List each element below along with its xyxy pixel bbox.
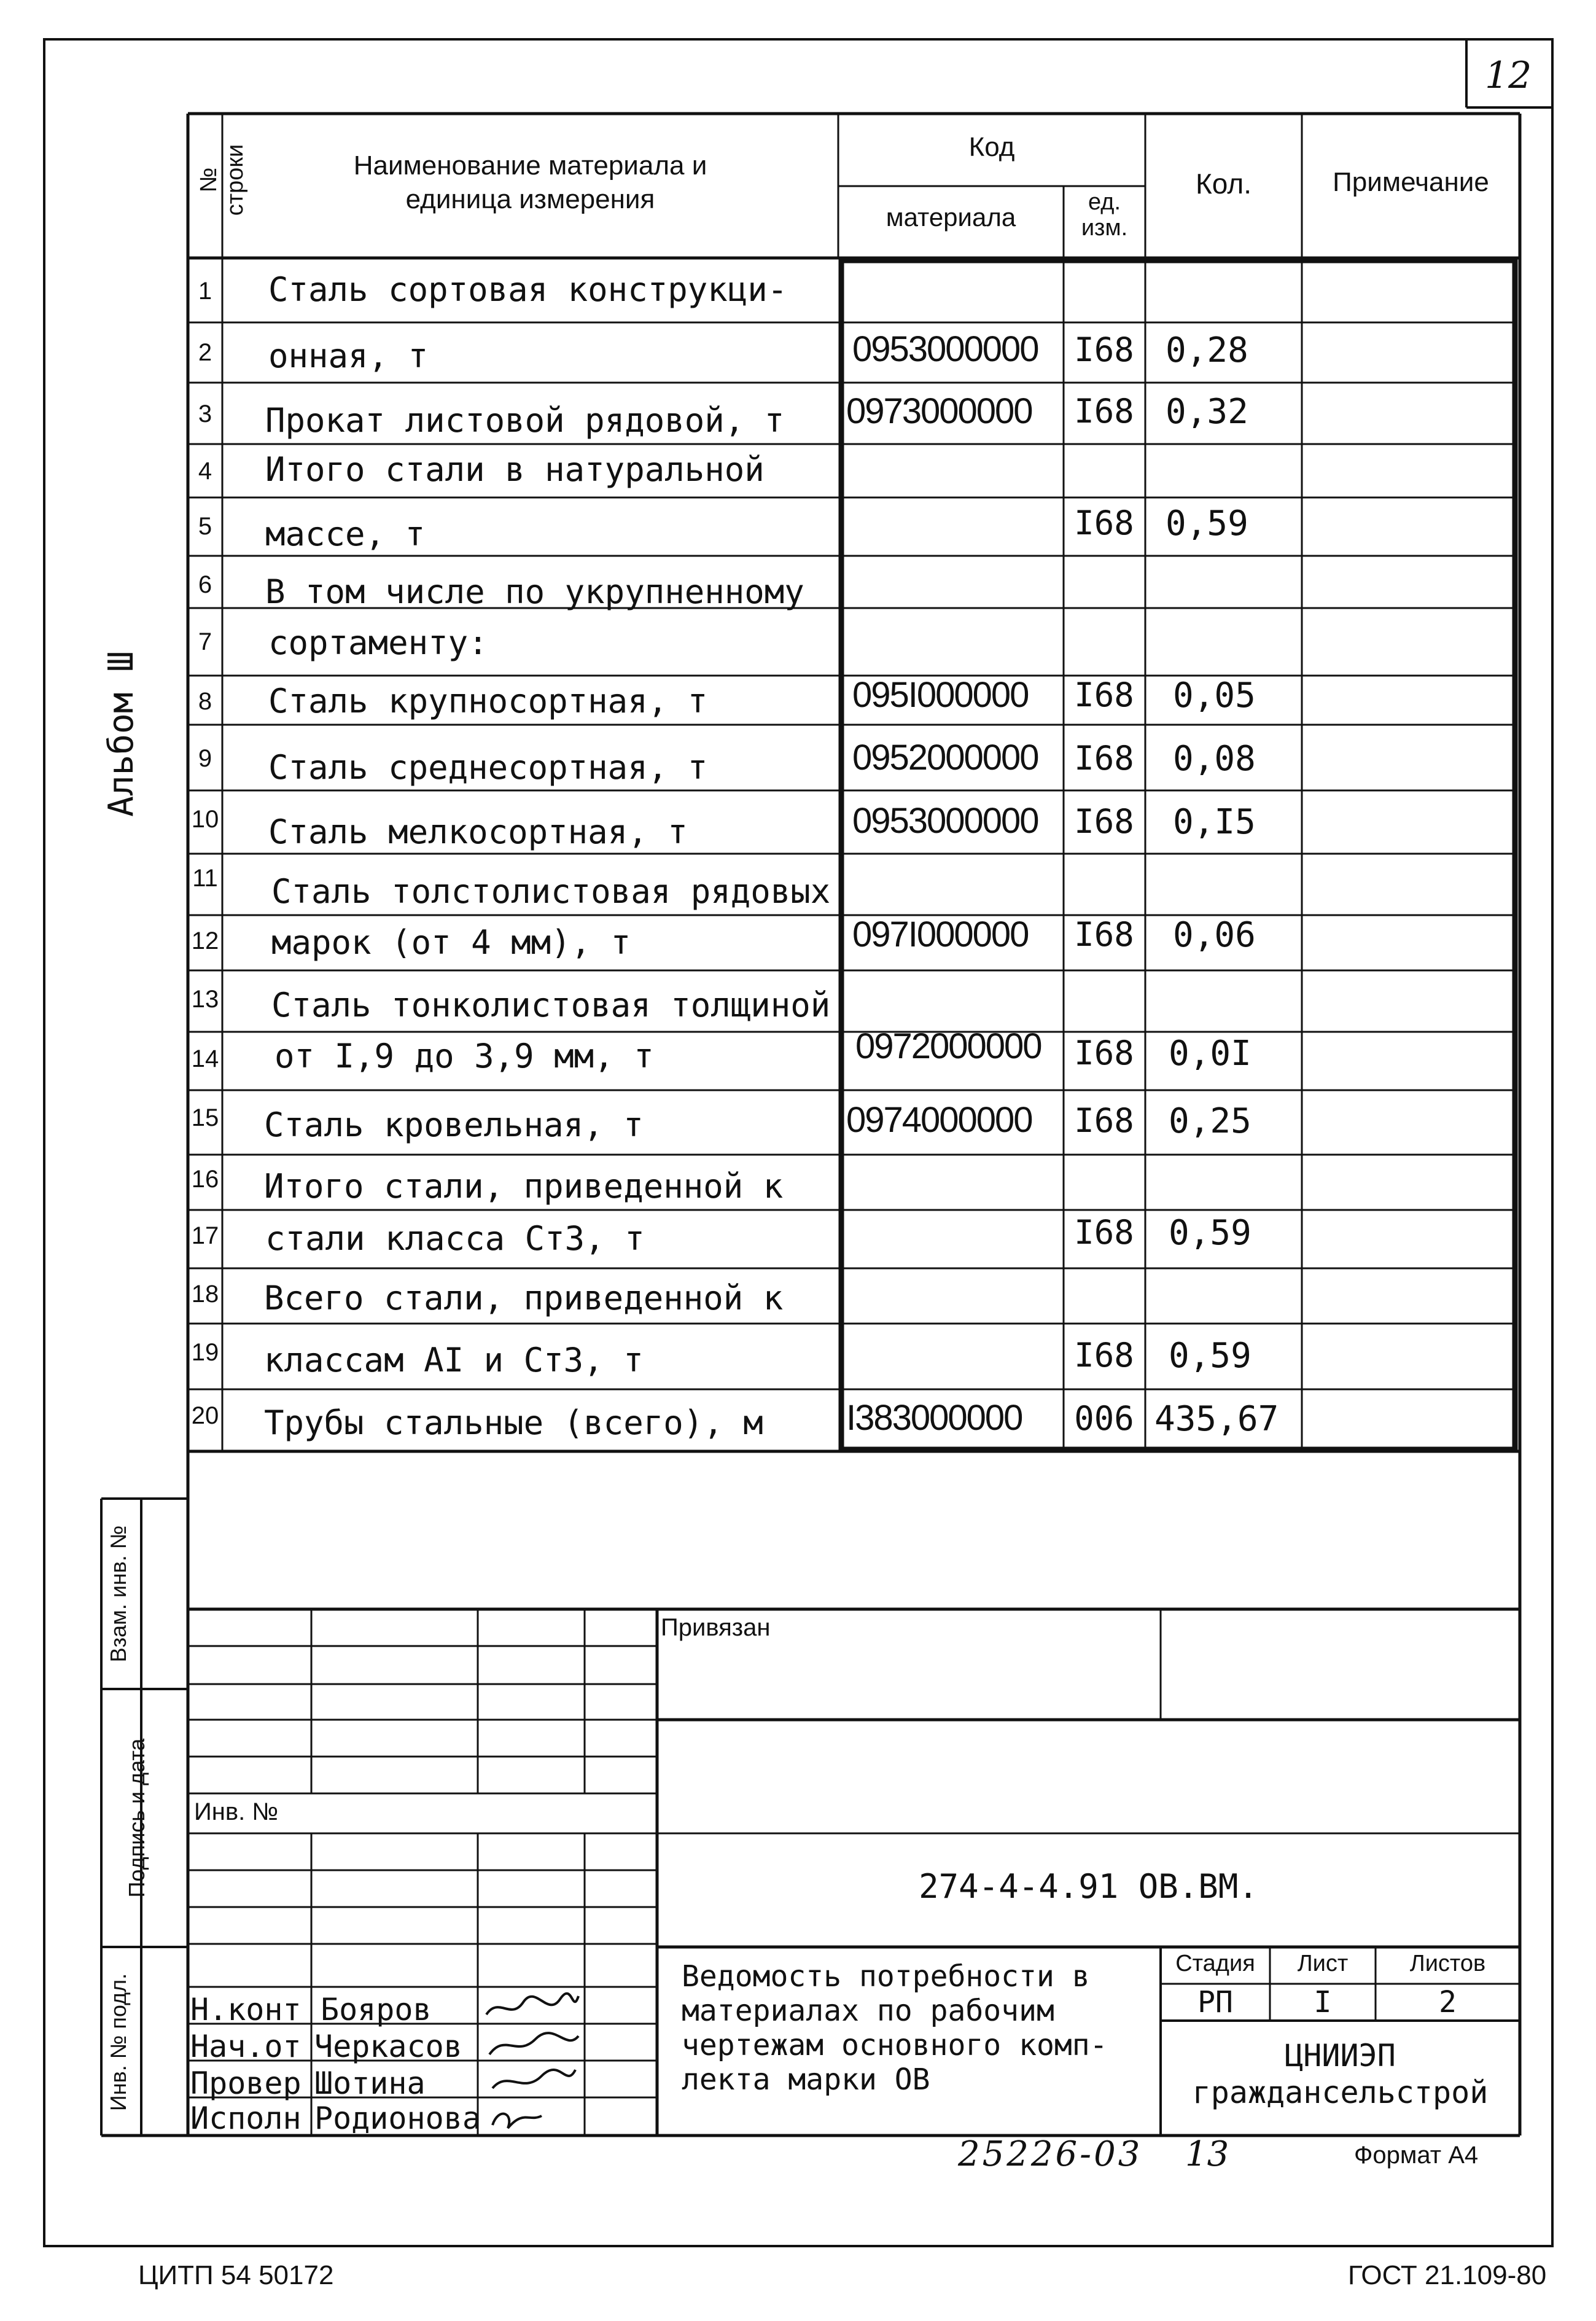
row-qty: 0,0I [1169,1034,1251,1074]
row-name: Сталь сортовая конструкци- [268,270,788,309]
row-qty: 0,59 [1169,1213,1251,1253]
side-label-podpis: Подпись и дата [124,1738,149,1898]
row-number: 15 [191,1104,219,1131]
row-name: классам АI и Ст3, т [264,1341,644,1379]
stamp-org-line2: граждансельстрой [1192,2075,1489,2110]
stamp-sheet-label: Лист [1297,1951,1349,1976]
row-unit: I68 [1074,739,1134,778]
row-unit: I68 [1074,392,1134,431]
row-name: Прокат листовой рядовой, т [265,401,785,440]
row-qty: 0,25 [1169,1101,1251,1141]
row-name: Сталь мелкосортная, т [268,813,688,851]
stamp-person-name: Родионова [314,2101,481,2136]
row-number: 12 [191,927,219,954]
row-number: 7 [198,628,212,655]
stamp-person-name: Шотина [314,2065,426,2101]
header-code-unit-1: ед. [1088,189,1121,215]
header-name-line2: единица измерения [405,184,655,214]
row-number: 6 [198,571,212,598]
footer-right-code: ГОСТ 21.109-80 [1348,2260,1547,2290]
row-code: 095I000000 [852,675,1029,715]
stamp-role: Исполн [190,2101,302,2136]
row-qty: 435,67 [1154,1399,1279,1439]
row-unit: I68 [1074,1336,1134,1375]
signatures-drawing [480,1990,585,2134]
row-qty: 0,05 [1173,676,1256,716]
stamp-title-line: Ведомость потребности в [682,1959,1090,1994]
row-number: 20 [191,1402,219,1429]
footer-handwritten-number: 25226-03 [958,2134,1143,2174]
row-number: 4 [198,458,212,485]
header-code: Код [968,132,1015,162]
side-label-vzam: Взам. инв. № [106,1525,131,1663]
row-number: 14 [191,1045,219,1072]
row-name: Трубы стальные (всего), м [264,1403,763,1442]
stamp-org-line1: ЦНИИЭП [1285,2038,1396,2073]
row-code: 0973000000 [846,391,1032,431]
row-qty: 0,I5 [1173,802,1256,842]
row-name: Сталь тонколистовая толщиной [271,986,831,1024]
stamp-title [682,1959,1108,2097]
row-qty: 0,08 [1173,739,1256,779]
row-number: 8 [198,688,212,715]
row-qty: 0,28 [1166,330,1248,370]
row-name: Сталь среднесортная, т [268,748,708,787]
row-number: 3 [198,400,212,427]
row-unit: I68 [1074,504,1134,542]
stamp-doc-code: 274-4-4.91 ОВ.ВМ. [919,1867,1258,1906]
row-code: 0952000000 [852,738,1038,778]
header-qty: Кол. [1196,168,1251,200]
row-name: Итого стали, приведенной к [264,1167,784,1206]
stamp-role: Нач.от [190,2029,302,2064]
row-name: Сталь толстолистовая рядовых [271,872,831,911]
stamp-title-line: материалах по рабочим [682,1994,1054,2028]
row-code: I383000000 [846,1398,1022,1438]
row-unit: I68 [1074,1034,1134,1072]
corner-sheet-number: 12 [1485,54,1532,97]
row-number: 2 [198,339,212,366]
row-number: 10 [191,806,219,833]
row-name: сортаменту: [268,623,488,662]
row-name: онная, т [268,337,429,375]
row-number: 9 [198,745,212,772]
stamp-sheets-label: Листов [1409,1951,1486,1976]
row-name: Сталь крупносортная, т [268,682,708,720]
footer-page-number: 13 [1185,2134,1229,2174]
header-note: Примечание [1333,167,1489,197]
row-code: 0953000000 [852,329,1038,369]
row-qty: 0,06 [1173,915,1256,955]
row-number: 1 [198,278,212,305]
row-number: 16 [191,1166,219,1193]
row-unit: I68 [1074,802,1134,841]
row-qty: 0,59 [1169,1336,1251,1376]
row-number: 5 [198,513,212,540]
row-unit: 006 [1074,1399,1134,1438]
row-unit: I68 [1074,1213,1134,1252]
stamp-privyazan: Привязан [661,1614,771,1641]
row-unit: I68 [1074,1101,1134,1140]
row-name: от I,9 до 3,9 мм, т [274,1037,654,1075]
stamp-role: Н.конт [190,1992,302,2027]
row-code: 097I000000 [852,915,1029,954]
row-unit: I68 [1074,330,1134,369]
row-number: 13 [191,986,219,1013]
row-number: 18 [191,1281,219,1308]
row-number: 19 [191,1339,219,1366]
row-code: 0953000000 [852,801,1038,841]
header-rownum: № строки [196,144,248,216]
row-name: массе, т [265,515,426,553]
footer-format: Формат А4 [1354,2142,1479,2169]
row-code: 0974000000 [846,1100,1032,1140]
stamp-stage: РП [1197,1985,1233,2019]
header-code-material: материала [886,203,1016,232]
row-name: Итого стали в натуральной [265,450,765,489]
row-name: В том числе по укрупненному [265,572,804,611]
stamp-title-line: чертежам основного комп- [682,2028,1108,2062]
row-name: Всего стали, приведенной к [264,1279,784,1317]
footer-left-code: ЦИТП 54 50172 [138,2260,334,2290]
row-number: 11 [192,865,218,892]
row-qty: 0,32 [1166,392,1248,432]
row-name: марок (от 4 мм), т [271,923,631,962]
header-code-unit-2: изм. [1081,215,1128,241]
stamp-person-name: Черкасов [314,2029,462,2064]
album-label: Альбом Ш [101,651,141,817]
row-name: стали класса Ст3, т [265,1219,645,1258]
side-label-inv-podl: Инв. № подл. [106,1973,131,2112]
stamp-sheet: I [1314,1985,1332,2019]
row-number: 17 [191,1222,219,1249]
stamp-role: Провер [190,2065,302,2101]
row-unit: I68 [1074,915,1134,954]
row-code: 0972000000 [855,1026,1041,1066]
stamp-title-line: лекта марки ОВ [682,2062,930,2097]
stamp-person-name: Бояров [321,1992,432,2027]
row-name: Сталь кровельная, т [264,1106,644,1144]
header-name-line1: Наименование материала и [353,150,707,181]
stamp-inv-no: Инв. № [194,1798,279,1825]
stamp-stage-label: Стадия [1175,1951,1255,1976]
row-unit: I68 [1074,676,1134,714]
row-qty: 0,59 [1166,504,1248,544]
stamp-sheets: 2 [1439,1985,1457,2019]
